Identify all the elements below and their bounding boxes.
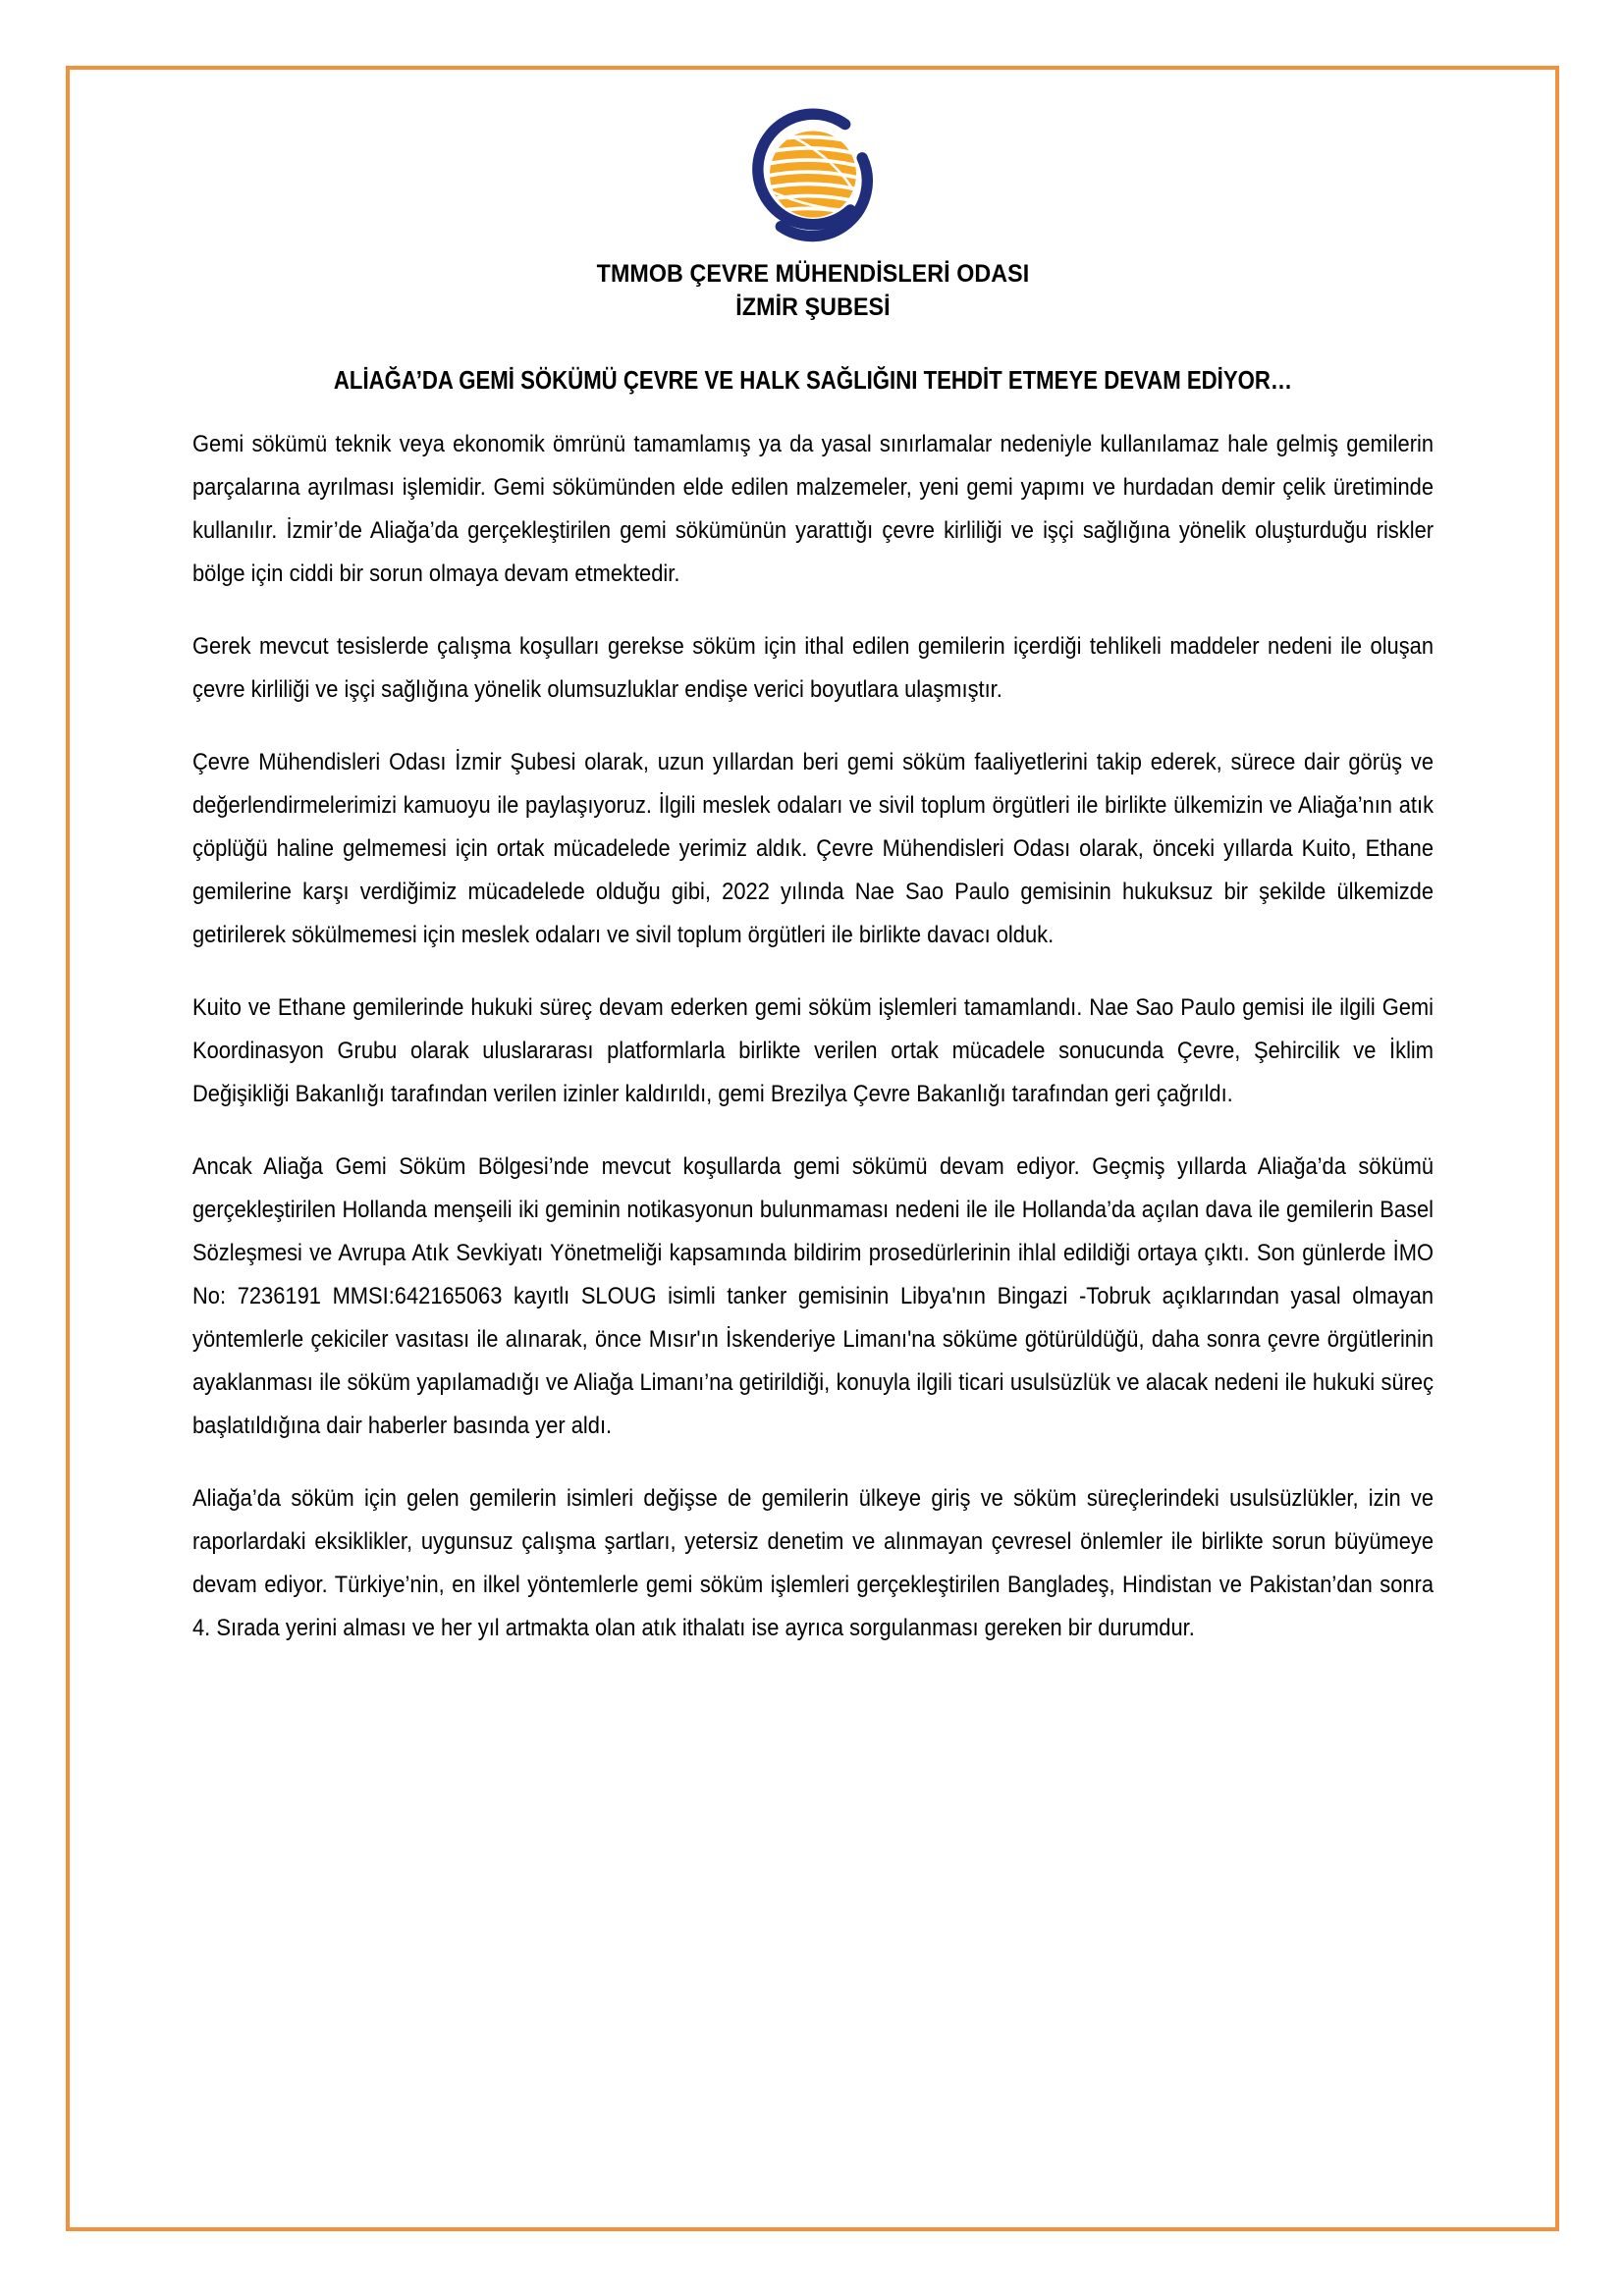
tmmob-cmo-globe-logo-icon <box>738 98 888 247</box>
page-title: ALİAĞA’DA GEMİ SÖKÜMÜ ÇEVRE VE HALK SAĞLIĞINI TEHDİT ETMEYE DEVAM EDİYOR… <box>333 367 1293 395</box>
paragraph-2: Gerek mevcut tesislerde çalışma koşulları gerekse söküm için ithal edilen gemilerin içerdiği tehlikeli maddeler nedeni ile oluşan çevre kirliliği ve işçi sağlığına yönelik olumsuzluklar endişe verici boyutlara ulaşmıştır. <box>192 633 1435 704</box>
document-content <box>192 98 1434 1650</box>
organization-header <box>236 257 1390 324</box>
document-body <box>192 423 1434 1650</box>
paragraph-4: Kuito ve Ethane gemilerinde hukuki süreç devam ederken gemi söküm işlemleri tamamlandı. Nae Sao Paulo gemisi ile ilgili Gemi Koordinasyon Grubu olarak uluslararası platformlarla birlikte verilen ortak mücadele sonucunda Çevre, Şehircilik ve İklim Değişikliği Bakanlığı tarafından verilen izinler kaldırıldı, gemi Brezilya Çevre Bakanlığı tarafından geri çağrıldı. <box>192 994 1435 1108</box>
paragraph-3: Çevre Mühendisleri Odası İzmir Şubesi olarak, uzun yıllardan beri gemi söküm faaliyetlerini takip ederek, sürece dair görüş ve değerlendirmelerimizi kamuoyu ile paylaşıyoruz. İlgili meslek odaları ve sivil toplum örgütleri ile birlikte ülkemizin ve Aliağa’nın atık çöplüğü haline gelmemesi için ortak mücadelede yerimiz aldık. Çevre Mühendisleri Odası olarak, önceki yıllarda Kuito, Ethane gemilerine karşı verdiğimiz mücadelede olduğu gibi, 2022 yılında Nae Sao Paulo gemisinin hukuksuz bir şekilde ülkemizde getirilerek sökülmemesi için meslek odaları ve sivil toplum örgütleri ile birlikte davacı olduk. <box>192 749 1435 949</box>
paragraph-5: Ancak Aliağa Gemi Söküm Bölgesi’nde mevcut koşullarda gemi sökümü devam ediyor. Geçmiş yıllarda Aliağa’da sökümü gerçekleştirilen Hollanda menşeili iki geminin notikasyonun bulunmaması nedeni ile ile Hollanda’da açılan dava ile gemilerin Basel Sözleşmesi ve Avrupa Atık Sevkiyatı Yönetmeliği kapsamında bildirim prosedürlerinin ihlal edildiği ortaya çıktı. Son günlerde İMO No: 7236191 MMSI:642165063 kayıtlı SLOUG isimli tanker gemisinin Libya'nın Bingazi -Tobruk açıklarından yasal olmayan yöntemlerle çekiciler vasıtası ile alınarak, önce Mısır'ın İskenderiye Limanı'na söküme götürüldüğü, daha sonra çevre örgütlerinin ayaklanması ile söküm yapılamadığı ve Aliağa Limanı’na getirildiği, konuyla ilgili ticari usulsüzlük ve alacak nedeni ile hukuki süreç başlatıldığına dair haberler basında yer aldı. <box>192 1153 1435 1440</box>
org-name-line-1: TMMOB ÇEVRE MÜHENDİSLERİ ODASI <box>596 260 1030 288</box>
org-name-line-2: İZMİR ŞUBESİ <box>735 294 891 321</box>
logo-container <box>192 98 1434 247</box>
paragraph-6: Aliağa’da söküm için gelen gemilerin isimleri değişse de gemilerin ülkeye giriş ve söküm süreçlerindeki usulsüzlükler, izin ve raporlardaki eksiklikler, uygunsuz çalışma şartları, yetersiz denetim ve alınmayan çevresel önlemler ile birlikte sorun büyümeye devam ediyor. Türkiye’nin, en ilkel yöntemlerle gemi söküm işlemleri gerçekleştirilen Bangladeş, Hindistan ve Pakistan’dan sonra 4. Sırada yerini alması ve her yıl artmakta olan atık ithalatı ise ayrıca sorgulanması gereken bir durumdur. <box>192 1485 1435 1642</box>
paragraph-1: Gemi sökümü teknik veya ekonomik ömrünü tamamlamış ya da yasal sınırlamalar nedeniyle kullanılamaz hale gelmiş gemilerin parçalarına ayrılması işlemidir. Gemi sökümünden elde edilen malzemeler, yeni gemi yapımı ve hurdadan demir çelik üretiminde kullanılır. İzmir’de Aliağa’da gerçekleştirilen gemi sökümünün yarattığı çevre kirliliği ve işçi sağlığına yönelik oluşturduğu riskler bölge için ciddi bir sorun olmaya devam etmektedir. <box>192 431 1435 588</box>
